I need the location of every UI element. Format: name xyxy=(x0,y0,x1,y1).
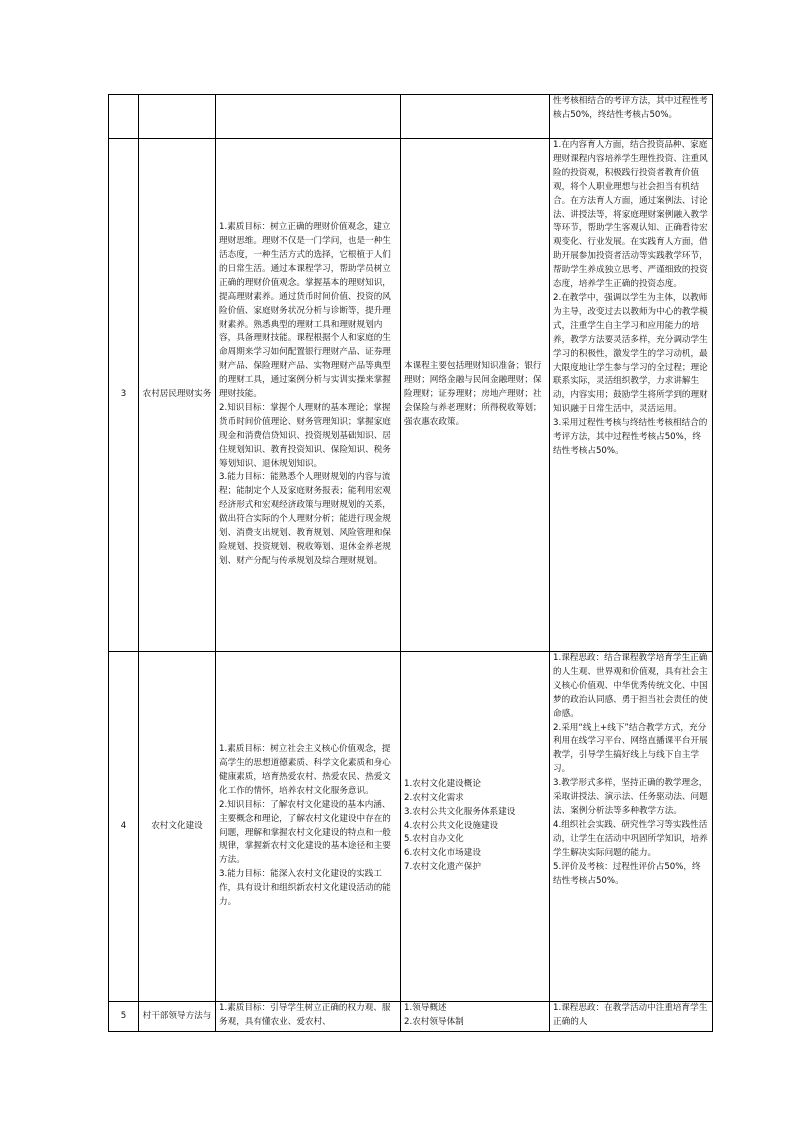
course-content xyxy=(401,1002,550,1032)
course-goals xyxy=(216,1002,401,1032)
content-item: 2.农村领导体制 xyxy=(404,1016,464,1027)
goal-paragraph: 3.能力目标：能熟悉个人理财规划的内容与流程；能制定个人及家庭财务报表；能利用宏观经济形式和宏观经济政策与理财规划的关系，做出符合实际的个人理财分析；能进行现金规划、消费支出规划、教育规划、风险管理和保险规划、投资规划、税收筹划、退休金养老规划、财产分配与传承规划及综合理财规划。 xyxy=(219,472,391,566)
table-row xyxy=(109,652,713,1002)
content-item: 7.农村文化遗产保护 xyxy=(404,862,481,873)
content-item: 1.领导概述 xyxy=(404,1003,447,1013)
goal-paragraph: 2.知识目标：了解农村文化建设的基本内涵、主要概念和理论，了解农村文化建设中存在的问题，理解和掌握农村文化建设的特点和一般规律，掌握新农村文化建设的基本途径和主要方法。 xyxy=(219,799,391,866)
content-item: 1.农村文化建设概论 xyxy=(404,778,481,789)
goal-paragraph: 1.素质目标：引导学生树立正确的权力观、服务观，具有懂农业、爱农村、 xyxy=(219,1003,391,1027)
table-row xyxy=(109,139,713,652)
content-item: 2.农村文化需求 xyxy=(404,792,464,803)
goal-paragraph: 3.能力目标：能深入农村文化建设的实践工作，具有设计和组织新农村文化建设活动的能力。 xyxy=(219,869,391,908)
row-number: 3 xyxy=(109,139,139,652)
course-name: 农村居民理财实务 xyxy=(139,139,216,652)
method-paragraph: 1.在内容育人方面，结合投资品种、家庭理财课程内容培养学生理性投资、注重风险的投资观，积极践行投资者教育价值观，将个人职业理想与社会担当有机结合。在方法育人方面，通过案例法、讨论法、讲授法等，将家庭理财案例融入教学等环节，帮助学生客观认知、正确看待宏观变化、行业发展。在实践育人方面，借助开展参加投资者活动等实践教学环节，帮助学生养成独立思考、严谨细致的投资态度，培养学生正确的投资态度。 xyxy=(553,140,708,290)
course-methods xyxy=(550,95,713,139)
table-row xyxy=(109,1002,713,1032)
method-paragraph: 1.课程思政：在教学活动中注重培育学生正确的人 xyxy=(553,1003,708,1027)
row-number: 4 xyxy=(109,652,139,1002)
course-goals xyxy=(216,139,401,652)
method-paragraph: 性考核相结合的考评方法，其中过程性考核占50%，终结性考核占50%。 xyxy=(553,96,708,120)
course-name: 农村文化建设 xyxy=(139,652,216,1002)
row-number xyxy=(109,95,139,139)
course-table xyxy=(108,94,713,1032)
method-paragraph: 2.采用“线上+线下”结合教学方式，充分利用在线学习平台、网络直播课平台开展教学，引导学生搞好线上与线下自主学习。 xyxy=(553,722,708,775)
course-content xyxy=(401,139,550,652)
method-paragraph: 5.评价及考核：过程性评价占50%，终结性考核占50%。 xyxy=(553,861,701,886)
course-methods xyxy=(550,139,713,652)
content-item: 5.农村自办文化 xyxy=(404,834,464,845)
course-methods xyxy=(550,652,713,1002)
method-paragraph: 3.采用过程性考核与终结性考核相结合的考评方法，其中过程性考核占50%，终结性考核占50%。 xyxy=(553,418,708,456)
content-item: 6.农村文化市场建设 xyxy=(404,848,481,859)
course-content xyxy=(401,95,550,139)
content-item: 4.农村公共文化设施建设 xyxy=(404,820,499,831)
course-goals xyxy=(216,652,401,1002)
table-row xyxy=(109,95,713,139)
row-number: 5 xyxy=(109,1002,139,1032)
method-paragraph: 2.在教学中，强调以学生为主体，以教师为主导，改变过去以教师为中心的教学模式，注重学生自主学习和应用能力的培养，教学方法要灵活多样，充分调动学生学习的积极性，激发学生的学习动机，最大限度地让学生参与学习的全过程；理论联系实际，灵活组织教学，力求讲解生动，内容实用；鼓励学生将所学到的理财知识融于日常生活中，灵活运用。 xyxy=(553,292,708,415)
method-paragraph: 4.组织社会实践、研究性学习等实践性活动，让学生在活动中巩固所学知识，培养学生解决实际问题的能力。 xyxy=(553,819,708,858)
course-name xyxy=(139,95,216,139)
course-content xyxy=(401,652,550,1002)
course-methods xyxy=(550,1002,713,1032)
content-item: 3.农村公共文化服务体系建设 xyxy=(404,806,516,817)
course-goals xyxy=(216,95,401,139)
goal-paragraph: 2.知识目标：掌握个人理财的基本理论；掌握货币时间价值理论、财务管理知识；掌握家庭现金和消费信贷知识、投资规划基础知识、居住规划知识、教育投资知识、保险知识、税务筹划知识、退休规划知识。 xyxy=(219,402,391,469)
course-name: 村干部领导方法与 xyxy=(139,1002,216,1032)
method-paragraph: 1.课程思政：结合课程教学培育学生正确的人生观、世界观和价值观，具有社会主义核心价值观、中华优秀传统文化、中国梦的政治认同感、勇于担当社会责任的使命感。 xyxy=(553,653,708,719)
goal-paragraph: 1.素质目标：树立正确的理财价值观念，建立理财思维。理财不仅是一门学问，也是一种生活态度，一种生活方式的选择，它根植于人们的日常生活。通过本课程学习，帮助学员树立正确的理财价值观念。掌握基本的理财知识，提高理财素养。通过货币时间价值、投资的风险价值、家庭财务状况分析与诊断等，提升理财素养。熟悉典型的理财工具和理财规划内容，具备理财技能。课程根据个人和家庭的生命周期来学习如何配置银行理财产品、证券理财产品、保险理财产品、实物理财产品等典型的理财工具，通过案例分析与实训实操来掌握理财技能。 xyxy=(219,222,391,400)
method-paragraph: 3.教学形式多样，坚持正确的教学理念，采取讲授法、演示法、任务驱动法、问题法、案例分析法等多种教学方法。 xyxy=(553,778,708,816)
content-paragraph: 本课程主要包括理财知识准备；银行理财；网络金融与民间金融理财；保险理财；证券理财；房地产理财；社会保险与养老理财；所得税收筹划；强农惠农政策。 xyxy=(404,361,542,427)
goal-paragraph: 1.素质目标：树立社会主义核心价值观念，提高学生的思想道德素质、科学文化素质和身心健康素质，培育热爱农村、热爱农民、热爱文化工作的情怀，培养农村文化服务意识。 xyxy=(219,744,391,796)
